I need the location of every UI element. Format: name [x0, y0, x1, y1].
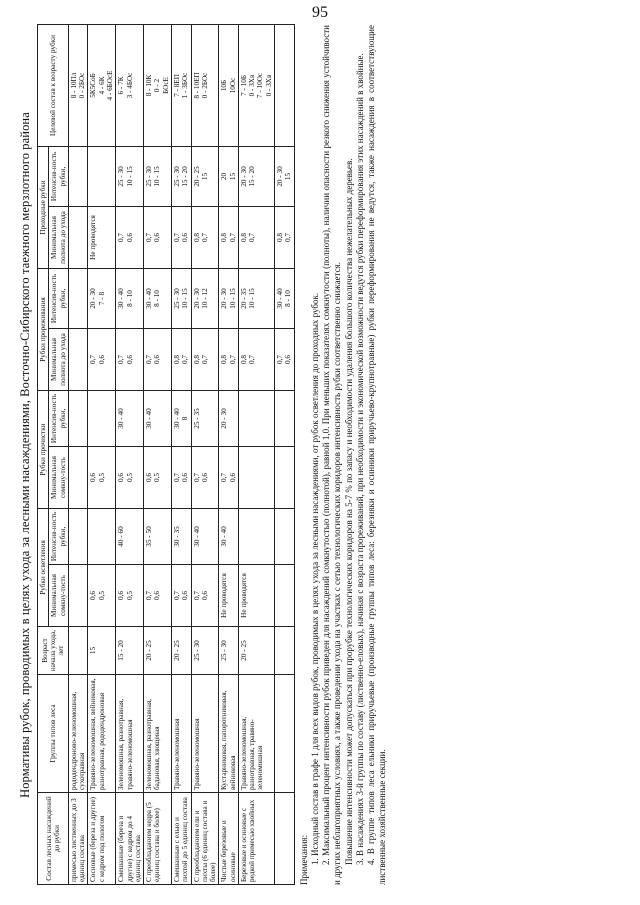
note-2b: Повышение интенсивности может допускаться при прорубке технологических коридоров на 5-7 % по запасу и необходимости удаления большого количества нежелательных деревьев. — [343, 158, 354, 865]
table-row — [219, 24, 239, 884]
note-2: 2. Максимальный процент интенсивности рубок приведен для насаждений сомкнутостью (полнотой), равной 1,0. При меньших показателях сомкнутости (полноты), наличии опасности резкого снижения устойчивости и других неблагоприятных условиях, а также проведении ухода на участках с сетью технологических коридоров интенсивность рубки соответственно снижается. — [321, 25, 343, 885]
table-cell-c2 — [88, 509, 116, 565]
table-cell-c1: 0,7 0,6 — [191, 565, 219, 627]
table-cell-forest-type — [275, 675, 295, 793]
table-cell-t1 — [275, 447, 295, 509]
table-cell-t1: 0,6 0,5 — [116, 447, 144, 509]
table-cell-age: 15 - 20 — [116, 627, 144, 675]
table-cell-composition: С преобладанием кедра (5 единиц состава и более) — [144, 793, 172, 885]
notes-head: Примечания: — [298, 834, 309, 885]
table-cell-t1: 0,7 0,6 — [191, 447, 219, 509]
table-cell-c2 — [275, 509, 295, 565]
table-row — [116, 24, 144, 884]
table-cell-c1: Не проводятся — [219, 565, 239, 627]
table-cell-c2: 40 - 60 — [116, 509, 144, 565]
table-cell-p2: 20 - 30 15 - 20 — [238, 146, 274, 206]
table-cell-age — [275, 627, 295, 675]
table-cell-t2 — [88, 391, 116, 447]
table-cell-t2: 20 - 30 — [219, 391, 239, 447]
table-cell-forest-type: Травяно-зеленомошная, вейниковая, разнотравная, рододендроновая — [88, 675, 116, 793]
table-cell-target: 5К5СоБ 4 - 6К 4 - 6БОсЕ — [88, 24, 116, 146]
table-cell-p1: 0,8 0,7 — [191, 206, 219, 268]
table-cell-t2: 25 - 35 — [191, 391, 219, 447]
table-cell-t1: 0,7 0,6 — [171, 447, 191, 509]
table-cell-t2: 30 - 40 — [116, 391, 144, 447]
table-cell-p2: 20 15 — [219, 146, 239, 206]
sub-intensity2: Интенсив-ность рубки, — [49, 268, 69, 328]
table-cell-i1: 0,7 0,6 — [116, 329, 144, 391]
sub-min-density: Минимальная сомкну-тость — [49, 565, 69, 627]
table-cell-composition: Березовые и осиновые с редкой примесью хвойных — [238, 793, 274, 885]
table-cell-c2 — [68, 509, 88, 565]
table-row — [238, 24, 274, 884]
col-forest-type: Группы типов леса — [38, 675, 69, 793]
table-cell-p2 — [68, 146, 88, 206]
table-row — [88, 24, 116, 884]
table-cell-i1: 0,7 0,6 — [275, 329, 295, 391]
col-thinning: Рубки прочистки — [38, 391, 49, 509]
table-cell-t1 — [238, 447, 274, 509]
table-cell-t1: 0,6 0,5 — [88, 447, 116, 509]
sub-min-density: Минимальная сомкну-тость — [49, 447, 69, 509]
table-title: Нормативы рубок, проводимых в целях ухода за лесными насаждениями, Восточно-Сибирского таежного мерзлотного района — [18, 112, 32, 798]
col-target: Целевой состав к возрасту рубки — [38, 24, 69, 146]
sub-intensity: Интенсив-ность рубки, — [49, 509, 69, 565]
table-cell-c1: Не проводятся — [238, 565, 274, 627]
note-3: 3. В насаждениях 3-й группы по составу (лиственно-еловых), начиная с возраста прореживаний, при необходимости и экономической возможности ведутся рубки переформирования этих насаждений в хвойные. — [354, 53, 365, 865]
table-row — [171, 24, 191, 884]
table-cell-i2: 30 - 40 8 - 10 — [144, 268, 172, 328]
table-cell-age — [68, 627, 88, 675]
table-cell-age: 20 - 25 — [171, 627, 191, 675]
table-cell-target: 8 - 10К 0 - 2 БОсЕ — [144, 24, 172, 146]
table-cell-i2: 20 - 35 10 - 15 — [238, 268, 274, 328]
table-cell-target: 7 - 10Б 0 - 3Хв 7 - 10Ос 0 - 3Хв — [238, 24, 274, 146]
table-cell-composition — [275, 793, 295, 885]
table-cell-c2: 30 - 40 — [219, 509, 239, 565]
table-cell-i1: 0,8 0,7 — [171, 329, 191, 391]
table-cell-forest-type: Травяно-зеленомошная — [171, 675, 191, 793]
table-cell-t1: 0,6 0,5 — [144, 447, 172, 509]
table-cell-p1: Не проводятся — [88, 206, 116, 268]
header-row-1 — [38, 24, 49, 884]
table-cell-c1: 0,6 0,5 — [116, 565, 144, 627]
table-body — [68, 24, 294, 884]
table-cell-forest-type: Травяно-зеленомошная, разнотравная, травяно-зеленомошная — [238, 675, 274, 793]
table-cell-t2 — [275, 391, 295, 447]
table-cell-age: 20 - 25 — [144, 627, 172, 675]
table-cell-p2: 25 - 30 15 - 20 — [171, 146, 191, 206]
table-cell-c1: 0,7 0,6 — [171, 565, 191, 627]
table-cell-t2: 30 - 40 — [144, 391, 172, 447]
table-cell-i1: 0,7 0,6 — [144, 329, 172, 391]
note-4: 4. В группе типов леса ельники приручьевые (производные группы типов леса: березняки и осинники приручьево-крупнотравные) рубки переформирования не ведутся, также насаждения в соответствующие лиственные хозяйственные секции. — [366, 25, 388, 885]
table-row — [191, 24, 219, 884]
table-cell-c1: 0,6 0,5 — [88, 565, 116, 627]
table-cell-target: 8 - 10Пл 0 - 2БОс — [68, 24, 88, 146]
table-cell-target: 7 - 8ЕП 1 - 3БОс — [171, 24, 191, 146]
page-number: 95 — [312, 4, 328, 21]
table-cell-i2: 30 - 40 8 - 10 — [116, 268, 144, 328]
table-cell-i2: 30 - 40 8 - 10 — [275, 268, 295, 328]
table-cell-forest-type: рододендроново-зеленомошная, сухотравная — [68, 675, 88, 793]
table-cell-forest-type: Зеленомошная, разнотравная, травяно-зеленомошная — [116, 675, 144, 793]
table-cell-c1 — [275, 565, 295, 627]
col-clearing: Рубки осветления — [38, 509, 49, 627]
table-cell-age: 15 — [88, 627, 116, 675]
table-cell-i1 — [68, 329, 88, 391]
table-cell-p1: 0,7 0,6 — [144, 206, 172, 268]
table-cell-c1 — [68, 565, 88, 627]
table-cell-p1: 0,8 0,7 — [275, 206, 295, 268]
table-cell-p2: 25 - 30 10 - 15 — [144, 146, 172, 206]
table-cell-c2: 35 - 50 — [144, 509, 172, 565]
table-cell-c2: 30 - 40 — [191, 509, 219, 565]
table-cell-target: 6 - 7К 3 - 4БОс — [116, 24, 144, 146]
table-cell-p1: 0,8 0,7 — [219, 206, 239, 268]
table-cell-i2: 25 - 30 10 - 15 — [171, 268, 191, 328]
table-cell-i1: 0,8 0,7 — [191, 329, 219, 391]
table-cell-p1: 0,8 0,7 — [238, 206, 274, 268]
table-cell-i1: 0,7 0,6 — [88, 329, 116, 391]
table-cell-composition: примесью лиственных до 3 единиц состава — [68, 793, 88, 885]
sub-min-density2: Минимальная полнота до ухода — [49, 329, 69, 391]
table-cell-composition: Сосновые (береза и другие) с кедром под пологом — [88, 793, 116, 885]
table-cell-i2: 20 - 30 10 - 12 — [191, 268, 219, 328]
table-cell-i2: 20 - 30 7 - 8 — [88, 268, 116, 328]
table-cell-age: 20 - 25 — [238, 627, 274, 675]
notes — [299, 25, 389, 885]
table-row — [144, 24, 172, 884]
table-cell-t1: 0,7 0,6 — [219, 447, 239, 509]
table-cell-forest-type: Травяно-зеленомошная — [191, 675, 219, 793]
col-composition: Состав лесных насаждений до рубки — [38, 793, 69, 885]
table-cell-composition: С преобладанием ели и пихты (6 единиц состава и более) — [191, 793, 219, 885]
table-row — [68, 24, 88, 884]
table-cell-i2 — [68, 268, 88, 328]
table-cell-t1 — [68, 447, 88, 509]
table-cell-t2 — [68, 391, 88, 447]
sub-intensity: Интенсив-ность рубки, — [49, 391, 69, 447]
table-cell-forest-type: Кустарниковая, папоротниковая, вейниковая — [219, 675, 239, 793]
table-cell-p2: 25 - 30 10 - 15 — [116, 146, 144, 206]
table-cell-c2 — [238, 509, 274, 565]
table-cell-target — [275, 24, 295, 146]
table-cell-target: 10Б 10Ос — [219, 24, 239, 146]
table-cell-p2 — [88, 146, 116, 206]
table-cell-p1 — [68, 206, 88, 268]
table-cell-t2 — [238, 391, 274, 447]
table-cell-i2: 20 - 30 10 - 15 — [219, 268, 239, 328]
table-cell-i1: 0,8 0,7 — [238, 329, 274, 391]
sub-intensity3: Интенсив-ность рубки, — [49, 146, 69, 206]
table-cell-p2: 20 - 30 15 — [275, 146, 295, 206]
table-cell-p1: 0,7 0,6 — [116, 206, 144, 268]
col-improvement: Рубки прореживания — [38, 268, 49, 390]
table-cell-age: 25 - 30 — [191, 627, 219, 675]
table-cell-age: 25 - 30 — [219, 627, 239, 675]
sub-min-density3: Минимальная полнота до ухода — [49, 206, 69, 268]
table-cell-p1: 0,7 0,6 — [171, 206, 191, 268]
norms-table — [37, 24, 295, 885]
col-age: Возраст начала ухода, лет — [38, 627, 69, 675]
table-cell-composition: Чистые березовые и осиновые — [219, 793, 239, 885]
col-passage: Проходные рубки — [38, 146, 49, 268]
table-cell-composition: Смешанные с елью и пихтой до 5 единиц состава — [171, 793, 191, 885]
table-cell-target: 8 - 10ЕП 0 - 2БОс — [191, 24, 219, 146]
table-cell-c2: 30 - 35 — [171, 509, 191, 565]
table-cell-composition: Смешанные (береза и другие) с кедром до 4 единиц состава — [116, 793, 144, 885]
table-cell-forest-type: Зеленомошная, разнотравная, бадановая, хвощевая — [144, 675, 172, 793]
table-cell-p2: 20 - 25 15 — [191, 146, 219, 206]
table-cell-c1: 0,7 0,6 — [144, 565, 172, 627]
table-row — [275, 24, 295, 884]
table-cell-t2: 30 - 40 8 — [171, 391, 191, 447]
table-cell-i1: 0,8 0,7 — [219, 329, 239, 391]
note-1: 1. Исходный состав в графе 1 для всех видов рубок, проводимых в целях ухода за лесными насаждениями, от рубок осветления до проходных рубок. — [309, 292, 320, 865]
